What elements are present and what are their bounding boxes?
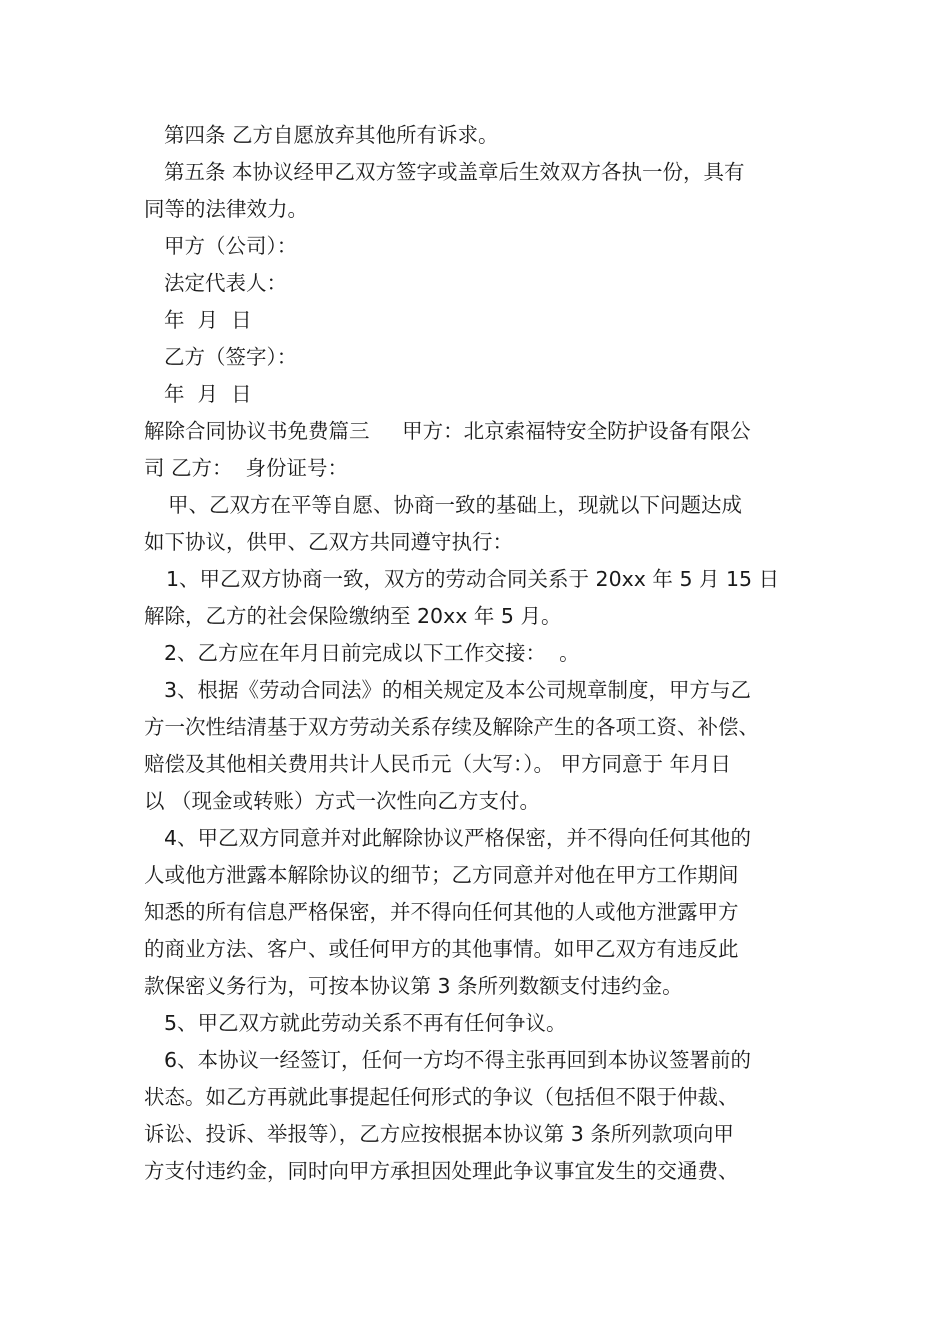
preamble-line-2: 如下协议，供甲、乙双方共同遵守执行： xyxy=(144,530,513,554)
item-3-line-3: 赔偿及其他相关费用共计人民币元（大写：）。 甲方同意于 年月日 xyxy=(144,752,732,776)
party-a-company-label: 甲方（公司）： xyxy=(164,234,298,258)
item-6-line-1: 6、本协议一经签订，任何一方均不得主张再回到本协议签署前的 xyxy=(164,1048,752,1072)
item-5-line: 5、甲乙双方就此劳动关系不再有任何争议。 xyxy=(164,1011,567,1035)
item-4-line-5: 款保密义务行为，可按本协议第 3 条所列数额支付违约金。 xyxy=(144,974,683,998)
preamble-line-1: 甲、乙双方在平等自愿、协商一致的基础上，现就以下问题达成 xyxy=(168,493,742,517)
item-4-line-4: 的商业方法、客户、或任何甲方的其他事情。如甲乙双方有违反此 xyxy=(144,937,739,961)
section-three-heading-line-2: 司 乙方： 身份证号： xyxy=(144,456,349,480)
party-b-date-line: 年 月 日 xyxy=(164,382,252,406)
legal-representative-label: 法定代表人： xyxy=(164,271,287,295)
document-body xyxy=(144,117,820,1190)
item-3-line-1: 3、根据《劳动合同法》的相关规定及本公司规章制度，甲方与乙 xyxy=(164,678,752,702)
party-a-date-line: 年 月 日 xyxy=(164,308,252,332)
item-1-line-1: 1、甲乙双方协商一致，双方的劳动合同关系于 20xx 年 5 月 15 日 xyxy=(166,567,780,591)
clause-4-line: 第四条 乙方自愿放弃其他所有诉求。 xyxy=(164,123,499,147)
clause-5-line-2: 同等的法律效力。 xyxy=(144,197,308,221)
item-3-line-4: 以 （现金或转账）方式一次性向乙方支付。 xyxy=(144,789,541,813)
item-4-line-3: 知悉的所有信息严格保密，并不得向任何其他的人或他方泄露甲方 xyxy=(144,900,739,924)
item-4-line-2: 人或他方泄露本解除协议的细节；乙方同意并对他在甲方工作期间 xyxy=(144,863,739,887)
item-6-line-3: 诉讼、投诉、举报等），乙方应按根据本协议第 3 条所列款项向甲 xyxy=(144,1122,734,1146)
item-3-line-2: 方一次性结清基于双方劳动关系存续及解除产生的各项工资、补偿、 xyxy=(144,715,759,739)
item-1-line-2: 解除，乙方的社会保险缴纳至 20xx 年 5 月。 xyxy=(144,604,562,628)
party-b-signature-label: 乙方（签字）： xyxy=(164,345,298,369)
item-6-line-4: 方支付违约金，同时向甲方承担因处理此争议事宜发生的交通费、 xyxy=(144,1159,739,1183)
clause-5-line-1: 第五条 本协议经甲乙双方签字或盖章后生效双方各执一份，具有 xyxy=(164,160,745,184)
item-2-line: 2、乙方应在年月日前完成以下工作交接： 。 xyxy=(164,641,580,665)
item-6-line-2: 状态。如乙方再就此事提起任何形式的争议（包括但不限于仲裁、 xyxy=(144,1085,739,1109)
section-three-heading-line-1: 解除合同协议书免费篇三 甲方：北京索福特安全防护设备有限公 xyxy=(144,419,751,443)
item-4-line-1: 4、甲乙双方同意并对此解除协议严格保密，并不得向任何其他的 xyxy=(164,826,752,850)
